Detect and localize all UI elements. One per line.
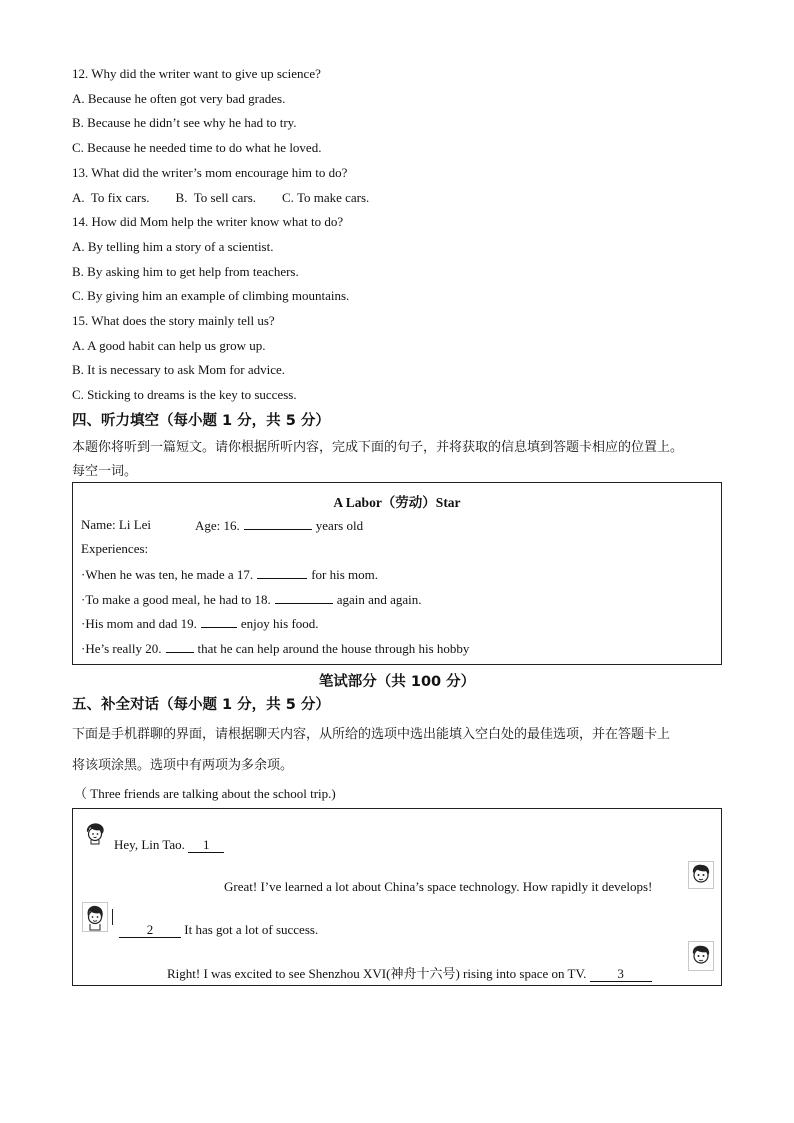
- box-item-18: [81, 591, 422, 608]
- answer-blank-2[interactable]: 2: [119, 923, 181, 938]
- item18-post: again and again.: [336, 592, 422, 607]
- age-suffix: years old: [315, 518, 364, 533]
- question-12: 12. Why did the writer want to give up science?: [72, 66, 321, 81]
- question-13: 13. What did the writer’s mom encourage him to do?: [72, 165, 348, 180]
- section5-instruction-2: 将该项涂黑。选项中有两项为多余项。: [72, 758, 294, 773]
- item20-pre: ·He’s really 20.: [81, 641, 162, 656]
- option-14a: A. By telling him a story of a scientist.: [72, 239, 274, 254]
- item19-pre: ·His mom and dad 19.: [81, 616, 197, 631]
- msg4-text: Right! I was excited to see Shenzhou XVI(神舟十六号) rising into space on TV.: [167, 966, 587, 981]
- answer-blank-1[interactable]: 1: [188, 838, 224, 853]
- listening-info-box: [72, 482, 722, 665]
- dialogue-context: （ Three friends are talking about the school trip.): [74, 786, 336, 801]
- question-15: 15. What does the story mainly tell us?: [72, 313, 275, 328]
- msg3-text: It has got a lot of success.: [184, 922, 319, 937]
- option-15c: C. Sticking to dreams is the key to success.: [72, 387, 297, 402]
- box-item-19: [81, 615, 319, 632]
- chat-message-3: [119, 922, 318, 938]
- options-13: A. To fix cars. B. To sell cars. C. To make cars.: [72, 190, 370, 205]
- cursor-bar: [112, 909, 113, 925]
- option-12b: B. Because he didn’t see why he had to try.: [72, 115, 297, 130]
- box-experiences: Experiences:: [81, 541, 149, 556]
- option-15b: B. It is necessary to ask Mom for advice.: [72, 362, 286, 377]
- item18-pre: ·To make a good meal, he had to 18.: [81, 592, 271, 607]
- msg1-text: Hey, Lin Tao.: [114, 837, 185, 852]
- boy-avatar-2-icon: [688, 941, 714, 971]
- item17-post: for his mom.: [311, 567, 378, 582]
- section4-heading: 四、听力填空（每小题 1 分，共 5 分）: [72, 413, 330, 429]
- option-12a: A. Because he often got very bad grades.: [72, 91, 286, 106]
- age-label: Age: 16.: [195, 518, 240, 533]
- option-14b: B. By asking him to get help from teachers.: [72, 264, 299, 279]
- chat-box: [72, 808, 722, 986]
- box-age: [195, 517, 363, 534]
- section4-instruction-2: 每空一词。: [72, 464, 138, 479]
- answer-blank-16[interactable]: [244, 517, 312, 530]
- item17-pre: ·When he was ten, he made a 17.: [81, 567, 254, 582]
- answer-blank-20[interactable]: [166, 640, 194, 653]
- chat-message-1: [114, 837, 224, 853]
- box-item-17: [81, 566, 378, 583]
- section5-instruction: 下面是手机群聊的界面，请根据聊天内容，从所给的选项中选出能填入空白处的最佳选项，并在答题卡上: [72, 727, 671, 742]
- item19-post: enjoy his food.: [240, 616, 319, 631]
- box-title: A Labor（劳动）Star: [333, 495, 461, 510]
- chat-message-4: [167, 963, 652, 982]
- question-14: 14. How did Mom help the writer know what to do?: [72, 214, 344, 229]
- box-item-20: [81, 640, 469, 657]
- chat-message-2: Great! I’ve learned a lot about China’s space technology. How rapidly it develops!: [224, 879, 653, 894]
- answer-blank-17[interactable]: [257, 566, 307, 579]
- item20-post: that he can help around the house through his hobby: [197, 641, 470, 656]
- option-15a: A. A good habit can help us grow up.: [72, 338, 266, 353]
- girl-avatar-2-icon: [82, 902, 108, 932]
- answer-blank-3[interactable]: 3: [590, 967, 652, 982]
- written-part-title: 笔试部分（共 100 分）: [318, 674, 476, 690]
- boy-avatar-icon: [688, 861, 714, 889]
- answer-blank-19[interactable]: [201, 615, 237, 628]
- option-12c: C. Because he needed time to do what he loved.: [72, 140, 322, 155]
- section5-heading: 五、补全对话（每小题 1 分，共 5 分）: [72, 697, 330, 713]
- girl-avatar-icon: [83, 821, 107, 845]
- box-name: Name: Li Lei: [81, 517, 152, 532]
- section4-instruction: 本题你将听到一篇短文。请你根据所听内容，完成下面的句子，并将获取的信息填到答题卡相应的位置上。: [72, 440, 684, 455]
- answer-blank-18[interactable]: [275, 591, 333, 604]
- option-14c: C. By giving him an example of climbing mountains.: [72, 288, 350, 303]
